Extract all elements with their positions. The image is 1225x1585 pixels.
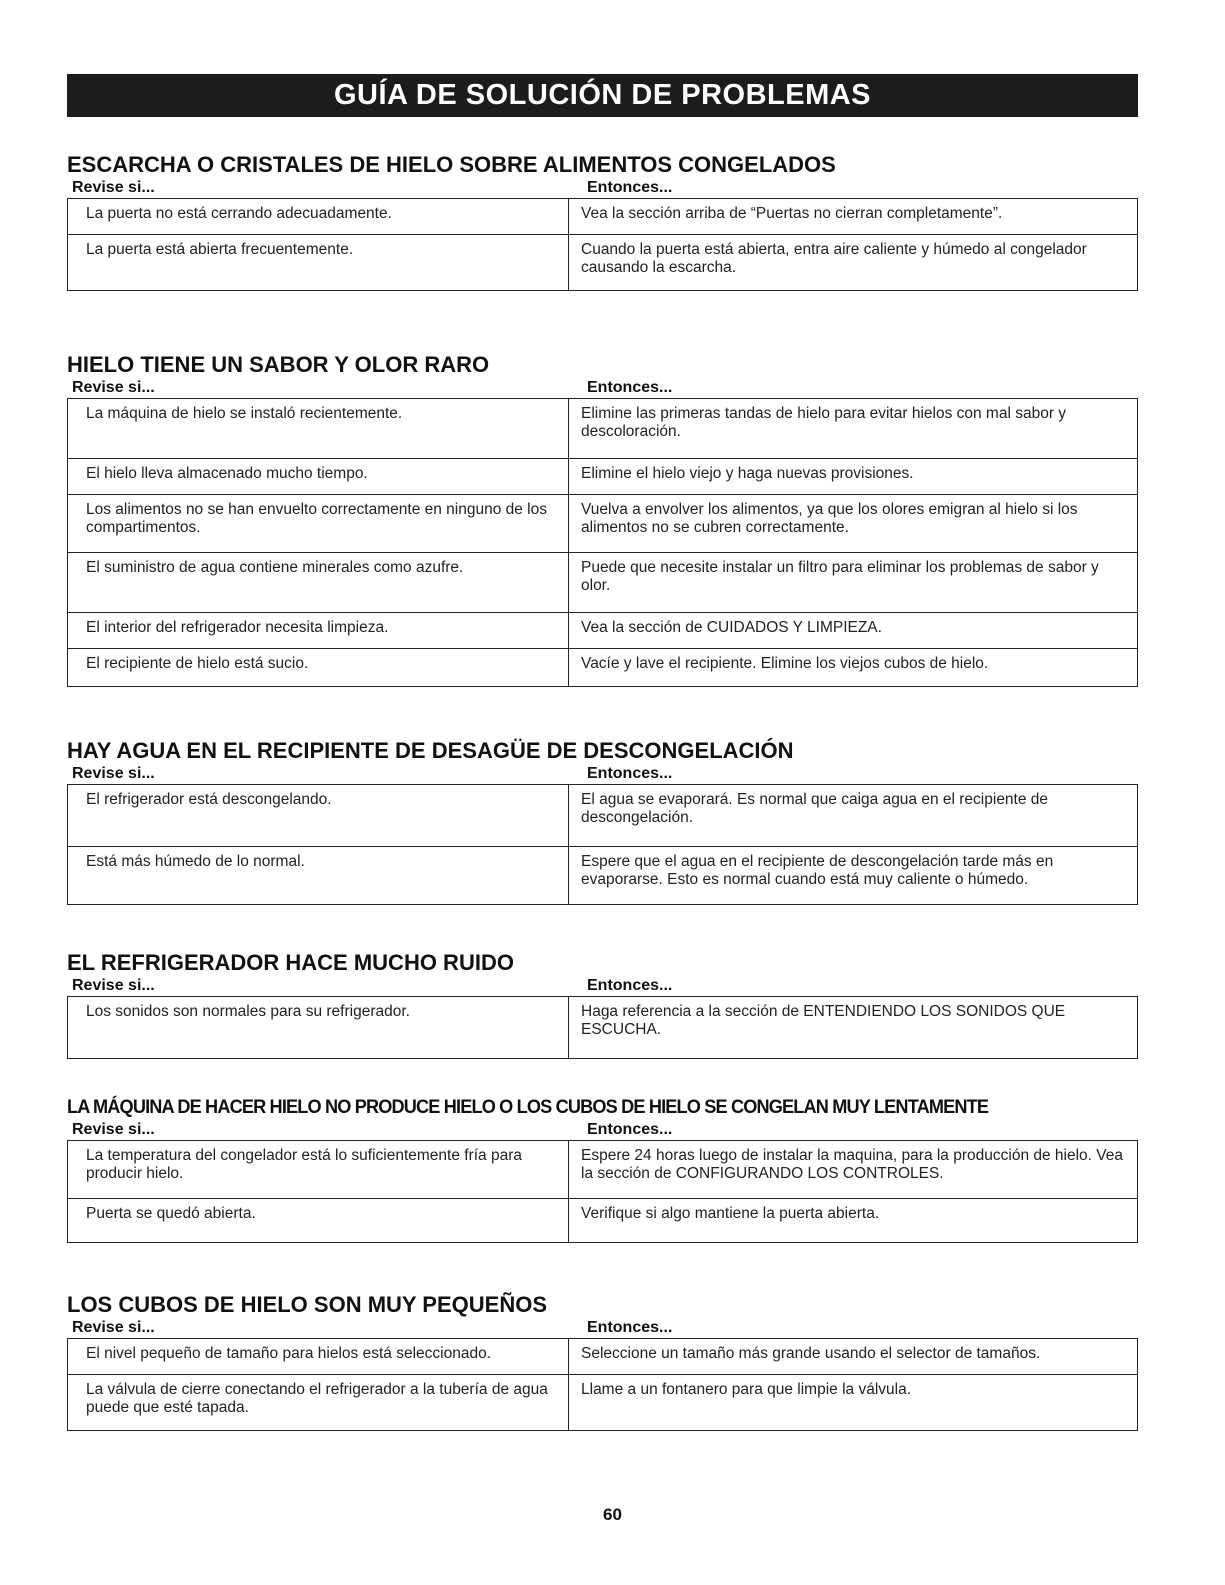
solution-cell: Llame a un fontanero para que limpie la válvula. (569, 1375, 1138, 1431)
table-row (68, 1199, 1138, 1243)
cause-cell: La máquina de hielo se instaló recientemente. (68, 399, 569, 459)
table-row (68, 1339, 1138, 1375)
page-number: 60 (603, 1505, 622, 1524)
solution-cell: Puede que necesite instalar un filtro para eliminar los problemas de sabor y olor. (569, 553, 1138, 613)
cause-cell: La puerta está abierta frecuentemente. (68, 235, 569, 291)
section-title: ESCARCHA O CRISTALES DE HIELO SOBRE ALIMENTOS CONGELADOS (67, 152, 836, 177)
solution-cell: Verifique si algo mantiene la puerta abierta. (569, 1199, 1138, 1243)
col-header-revise: Revise si... (72, 1121, 155, 1138)
solution-cell: Cuando la puerta está abierta, entra aire caliente y húmedo al congelador causando la escarcha. (569, 235, 1138, 291)
section-title: HIELO TIENE UN SABOR Y OLOR RARO (67, 352, 490, 377)
column-headers (67, 178, 1138, 198)
solution-cell: Vea la sección de CUIDADOS Y LIMPIEZA. (569, 613, 1138, 649)
section-ruido (67, 950, 1138, 1059)
cause-cell: La puerta no está cerrando adecuadamente. (68, 199, 569, 235)
solution-cell: Haga referencia a la sección de ENTENDIENDO LOS SONIDOS QUE ESCUCHA. (569, 997, 1138, 1059)
table-row (68, 495, 1138, 553)
section-title: LOS CUBOS DE HIELO SON MUY PEQUEÑOS (67, 1292, 547, 1317)
section-cubos-pequenos (67, 1292, 1138, 1431)
col-header-revise: Revise si... (72, 1319, 155, 1336)
solution-cell: Espere 24 horas luego de instalar la maquina, para la producción de hielo. Vea la sección de CONFIGURANDO LOS CONTROLES. (569, 1141, 1138, 1199)
table-row (68, 997, 1138, 1059)
table-row (68, 1141, 1138, 1199)
cause-cell: El refrigerador está descongelando. (68, 785, 569, 847)
table-row (68, 1375, 1138, 1431)
table-row (68, 459, 1138, 495)
solution-cell: Elimine las primeras tandas de hielo para evitar hielos con mal sabor y descoloración. (569, 399, 1138, 459)
column-headers (67, 764, 1138, 784)
column-headers (67, 976, 1138, 996)
solution-cell: Espere que el agua en el recipiente de descongelación tarde más en evaporarse. Esto es normal cuando está muy caliente o húmedo. (569, 847, 1138, 905)
cause-cell: Los alimentos no se han envuelto correctamente en ninguno de los compartimentos. (68, 495, 569, 553)
col-header-entonces: Entonces... (587, 179, 673, 196)
table-row (68, 553, 1138, 613)
cause-cell: El suministro de agua contiene minerales como azufre. (68, 553, 569, 613)
section-sabor-olor (67, 352, 1138, 687)
troubleshoot-table (67, 198, 1138, 291)
troubleshoot-table (67, 784, 1138, 905)
section-title: HAY AGUA EN EL RECIPIENTE DE DESAGÜE DE DESCONGELACIÓN (67, 738, 794, 763)
column-headers (67, 378, 1138, 398)
col-header-revise: Revise si... (72, 179, 155, 196)
col-header-entonces: Entonces... (587, 977, 673, 994)
col-header-entonces: Entonces... (587, 1121, 673, 1138)
section-title: LA MÁQUINA DE HACER HIELO NO PRODUCE HIELO O LOS CUBOS DE HIELO SE CONGELAN MUY LENTAMENTE (67, 1096, 989, 1118)
solution-cell: El agua se evaporará. Es normal que caiga agua en el recipiente de descongelación. (569, 785, 1138, 847)
troubleshoot-table (67, 1140, 1138, 1243)
cause-cell: El hielo lleva almacenado mucho tiempo. (68, 459, 569, 495)
section-maquina-hielo (67, 1094, 1138, 1243)
solution-cell: Seleccione un tamaño más grande usando el selector de tamaños. (569, 1339, 1138, 1375)
col-header-entonces: Entonces... (587, 1319, 673, 1336)
troubleshoot-table (67, 398, 1138, 687)
solution-cell: Vea la sección arriba de “Puertas no cierran completamente”. (569, 199, 1138, 235)
cause-cell: El recipiente de hielo está sucio. (68, 649, 569, 687)
troubleshoot-table (67, 1338, 1138, 1431)
col-header-revise: Revise si... (72, 379, 155, 396)
col-header-revise: Revise si... (72, 765, 155, 782)
banner-title: GUÍA DE SOLUCIÓN DE PROBLEMAS (333, 79, 872, 111)
cause-cell: El nivel pequeño de tamaño para hielos está seleccionado. (68, 1339, 569, 1375)
col-header-revise: Revise si... (72, 977, 155, 994)
section-title: EL REFRIGERADOR HACE MUCHO RUIDO (67, 950, 514, 975)
cause-cell: Puerta se quedó abierta. (68, 1199, 569, 1243)
table-row (68, 613, 1138, 649)
col-header-entonces: Entonces... (587, 765, 673, 782)
cause-cell: Los sonidos son normales para su refrigerador. (68, 997, 569, 1059)
section-escarcha (67, 152, 1138, 291)
cause-cell: La temperatura del congelador está lo suficientemente fría para producir hielo. (68, 1141, 569, 1199)
col-header-entonces: Entonces... (587, 379, 673, 396)
solution-cell: Elimine el hielo viejo y haga nuevas provisiones. (569, 459, 1138, 495)
table-row (68, 199, 1138, 235)
table-row (68, 847, 1138, 905)
table-row (68, 235, 1138, 291)
cause-cell: El interior del refrigerador necesita limpieza. (68, 613, 569, 649)
page-banner (67, 74, 1138, 117)
table-row (68, 399, 1138, 459)
section-desague (67, 738, 1138, 905)
column-headers (67, 1120, 1138, 1140)
table-row (68, 649, 1138, 687)
solution-cell: Vuelva a envolver los alimentos, ya que los olores emigran al hielo si los alimentos no se cubren correctamente. (569, 495, 1138, 553)
cause-cell: Está más húmedo de lo normal. (68, 847, 569, 905)
column-headers (67, 1318, 1138, 1338)
solution-cell: Vacíe y lave el recipiente. Elimine los viejos cubos de hielo. (569, 649, 1138, 687)
table-row (68, 785, 1138, 847)
cause-cell: La válvula de cierre conectando el refrigerador a la tubería de agua puede que esté tapada. (68, 1375, 569, 1431)
troubleshoot-table (67, 996, 1138, 1059)
